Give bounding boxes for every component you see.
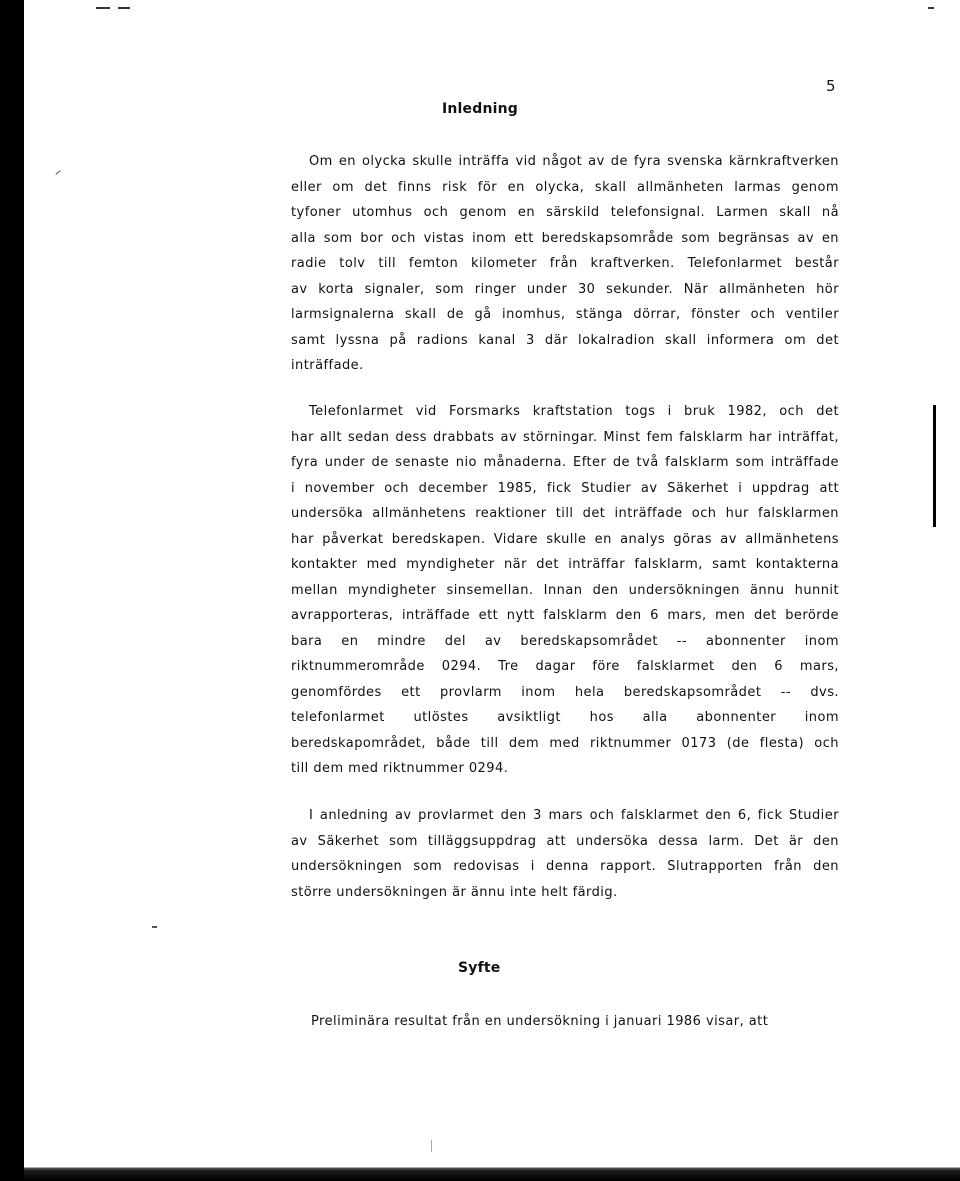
text-line: beredskapområdet, både till dem med riktnummer 0173 (de flesta) och: [291, 735, 839, 751]
text-line: Preliminära resultat från en undersökning i januari 1986 visar, att: [311, 1014, 769, 1029]
scan-mark: [928, 7, 934, 9]
text-line: telefonlarmet utlöstes avsiktligt hos alla abonnenter inom: [291, 710, 839, 725]
text-line: av korta signaler, som ringer under 30 sekunder. När allmänheten hör: [291, 281, 839, 297]
text-line: radie tolv till femton kilometer från kraftverken. Telefonlarmet består: [291, 256, 839, 271]
text-line: kontakter med myndigheter när det inträffar falsklarm, samt kontakterna: [291, 557, 839, 572]
text-line: fyra under de senaste nio månaderna. Efter de två falsklarm som inträffade: [291, 455, 839, 470]
text-line: tyfoner utomhus och genom en särskild telefonsignal. Larmen skall nå: [291, 205, 839, 220]
paragraph-purpose: [291, 1009, 851, 1035]
text-line: larmsignalerna skall de gå inomhus, stänga dörrar, fönster och ventiler: [291, 307, 839, 322]
scan-mark: [118, 7, 130, 9]
text-line: till dem med riktnummer 0294.: [291, 761, 509, 776]
scan-edge-bottom: [24, 1165, 960, 1181]
section-heading-purpose: Syfte: [458, 960, 501, 976]
text-line: undersökningen som redovisas i denna rapport. Slutrapporten från den: [291, 859, 839, 874]
text-line: undersöka allmänhetens reaktioner till det inträffade och hur falsklarmen: [291, 506, 839, 521]
text-line: Telefonlarmet vid Forsmarks kraftstation togs i bruk 1982, och det: [309, 404, 839, 419]
paragraph-intro: [291, 149, 839, 379]
text-line: genomfördes ett provlarm inom hela beredskapsområdet -- dvs.: [291, 684, 839, 700]
text-line: mellan myndigheter sinsemellan. Innan den undersökningen ännu hunnit: [291, 582, 839, 598]
text-line: I anledning av provlarmet den 3 mars och falsklarmet den 6, fick Studier: [309, 808, 839, 823]
text-line: riktnummerområde 0294. Tre dagar före falsklarmet den 6 mars,: [291, 659, 839, 674]
paragraph-assignment: [291, 803, 839, 905]
text-line: Om en olycka skulle inträffa vid något av de fyra svenska kärnkraftverken: [309, 154, 839, 169]
text-line: bara en mindre del av beredskapsområdet -- abonnenter inom: [291, 633, 839, 649]
scan-speck: [55, 170, 60, 175]
text-line: större undersökningen är ännu inte helt färdig.: [291, 884, 618, 900]
text-line: i november och december 1985, fick Studier av Säkerhet i uppdrag att: [291, 480, 839, 496]
paragraph-forsmark: [291, 399, 839, 782]
text-line: inträffade.: [291, 358, 364, 373]
section-heading-intro: Inledning: [441, 101, 519, 117]
text-line: av Säkerhet som tilläggsuppdrag att undersöka dessa larm. Det är den: [291, 833, 839, 849]
page-number: 5: [826, 77, 836, 95]
scan-speck: [431, 1140, 432, 1152]
margin-change-bar: [933, 405, 936, 527]
text-line: har allt sedan dess drabbats av störningar. Minst fem falsklarm har inträffat,: [291, 429, 839, 445]
text-line: samt lyssna på radions kanal 3 där lokalradion skall informera om det: [291, 332, 839, 348]
scan-speck: [152, 926, 157, 928]
text-line: avrapporteras, inträffade ett nytt falsklarm den 6 mars, men det berörde: [291, 608, 839, 623]
scan-edge-left: [0, 0, 24, 1181]
text-line: alla som bor och vistas inom ett beredskapsområde som begränsas av en: [291, 230, 839, 246]
text-line: har påverkat beredskapen. Vidare skulle en analys göras av allmänhetens: [291, 531, 839, 547]
text-line: eller om det finns risk för en olycka, skall allmänheten larmas genom: [291, 179, 839, 195]
scan-mark: [96, 7, 110, 9]
